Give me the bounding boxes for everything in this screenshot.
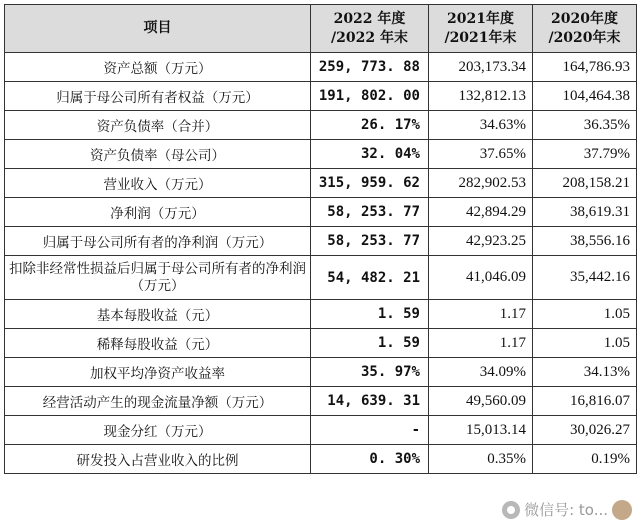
- value-2022: 1. 59: [311, 300, 429, 329]
- value-2022: -: [311, 416, 429, 445]
- value-2020: 1.05: [533, 329, 637, 358]
- value-2020: 38,556.16: [533, 227, 637, 256]
- header-2020: [533, 5, 637, 53]
- value-2022: 191, 802. 00: [311, 82, 429, 111]
- table-row: [5, 387, 637, 416]
- value-2021: 132,812.13: [429, 82, 533, 111]
- row-label: 归属于母公司所有者权益（万元）: [5, 82, 311, 111]
- table-row: [5, 329, 637, 358]
- header-2022-line2: /2022 年末: [331, 29, 408, 46]
- value-2021: 42,923.25: [429, 227, 533, 256]
- table-row: [5, 445, 637, 474]
- value-2020: 208,158.21: [533, 169, 637, 198]
- table-row: [5, 256, 637, 300]
- value-2022: 14, 639. 31: [311, 387, 429, 416]
- row-label: 研发投入占营业收入的比例: [5, 445, 311, 474]
- table-row: [5, 300, 637, 329]
- header-2021-line2: /2021年末: [444, 29, 517, 46]
- value-2021: 42,894.29: [429, 198, 533, 227]
- value-2020: 104,464.38: [533, 82, 637, 111]
- value-2021: 49,560.09: [429, 387, 533, 416]
- value-2020: 164,786.93: [533, 53, 637, 82]
- table-row: [5, 169, 637, 198]
- wechat-icon: [502, 501, 520, 519]
- watermark: [502, 499, 632, 520]
- row-label: 资产负债率（母公司）: [5, 140, 311, 169]
- value-2022: 26. 17%: [311, 111, 429, 140]
- table-row: [5, 53, 637, 82]
- table-row: [5, 111, 637, 140]
- value-2020: 36.35%: [533, 111, 637, 140]
- value-2022: 58, 253. 77: [311, 198, 429, 227]
- header-2022: [311, 5, 429, 53]
- value-2021: 37.65%: [429, 140, 533, 169]
- value-2021: 1.17: [429, 300, 533, 329]
- value-2022: 58, 253. 77: [311, 227, 429, 256]
- table-row: [5, 416, 637, 445]
- value-2020: 1.05: [533, 300, 637, 329]
- row-label: 扣除非经常性损益后归属于母公司所有者的净利润（万元）: [5, 256, 311, 300]
- value-2021: 0.35%: [429, 445, 533, 474]
- row-label: 归属于母公司所有者的净利润（万元）: [5, 227, 311, 256]
- value-2020: 0.19%: [533, 445, 637, 474]
- value-2021: 203,173.34: [429, 53, 533, 82]
- table-row: [5, 140, 637, 169]
- value-2021: 34.09%: [429, 358, 533, 387]
- table-row: [5, 358, 637, 387]
- row-label: 基本每股收益（元）: [5, 300, 311, 329]
- value-2022: 32. 04%: [311, 140, 429, 169]
- value-2022: 315, 959. 62: [311, 169, 429, 198]
- value-2020: 30,026.27: [533, 416, 637, 445]
- table-row: [5, 227, 637, 256]
- row-label: 营业收入（万元）: [5, 169, 311, 198]
- watermark-text: 微信号: to...: [524, 501, 608, 519]
- value-2020: 35,442.16: [533, 256, 637, 300]
- table-row: [5, 198, 637, 227]
- table-row: [5, 82, 637, 111]
- header-2020-line1: 2020年度: [551, 10, 618, 27]
- value-2020: 38,619.31: [533, 198, 637, 227]
- header-2021: [429, 5, 533, 53]
- value-2022: 0. 30%: [311, 445, 429, 474]
- avatar: [612, 500, 632, 520]
- financial-table: [4, 4, 637, 474]
- row-label: 稀释每股收益（元）: [5, 329, 311, 358]
- header-2020-line2: /2020年末: [548, 29, 621, 46]
- header-2022-line1: 2022 年度: [333, 10, 406, 27]
- row-label: 现金分红（万元）: [5, 416, 311, 445]
- value-2020: 37.79%: [533, 140, 637, 169]
- value-2021: 1.17: [429, 329, 533, 358]
- value-2022: 259, 773. 88: [311, 53, 429, 82]
- value-2020: 16,816.07: [533, 387, 637, 416]
- value-2021: 34.63%: [429, 111, 533, 140]
- header-item: 项目: [5, 5, 311, 53]
- row-label: 资产总额（万元）: [5, 53, 311, 82]
- row-label: 资产负债率（合并）: [5, 111, 311, 140]
- row-label: 经营活动产生的现金流量净额（万元）: [5, 387, 311, 416]
- value-2021: 15,013.14: [429, 416, 533, 445]
- value-2021: 282,902.53: [429, 169, 533, 198]
- value-2022: 54, 482. 21: [311, 256, 429, 300]
- value-2022: 35. 97%: [311, 358, 429, 387]
- value-2020: 34.13%: [533, 358, 637, 387]
- value-2021: 41,046.09: [429, 256, 533, 300]
- row-label: 加权平均净资产收益率: [5, 358, 311, 387]
- table-header-row: [5, 5, 637, 53]
- value-2022: 1. 59: [311, 329, 429, 358]
- header-2021-line1: 2021年度: [447, 10, 514, 27]
- row-label: 净利润（万元）: [5, 198, 311, 227]
